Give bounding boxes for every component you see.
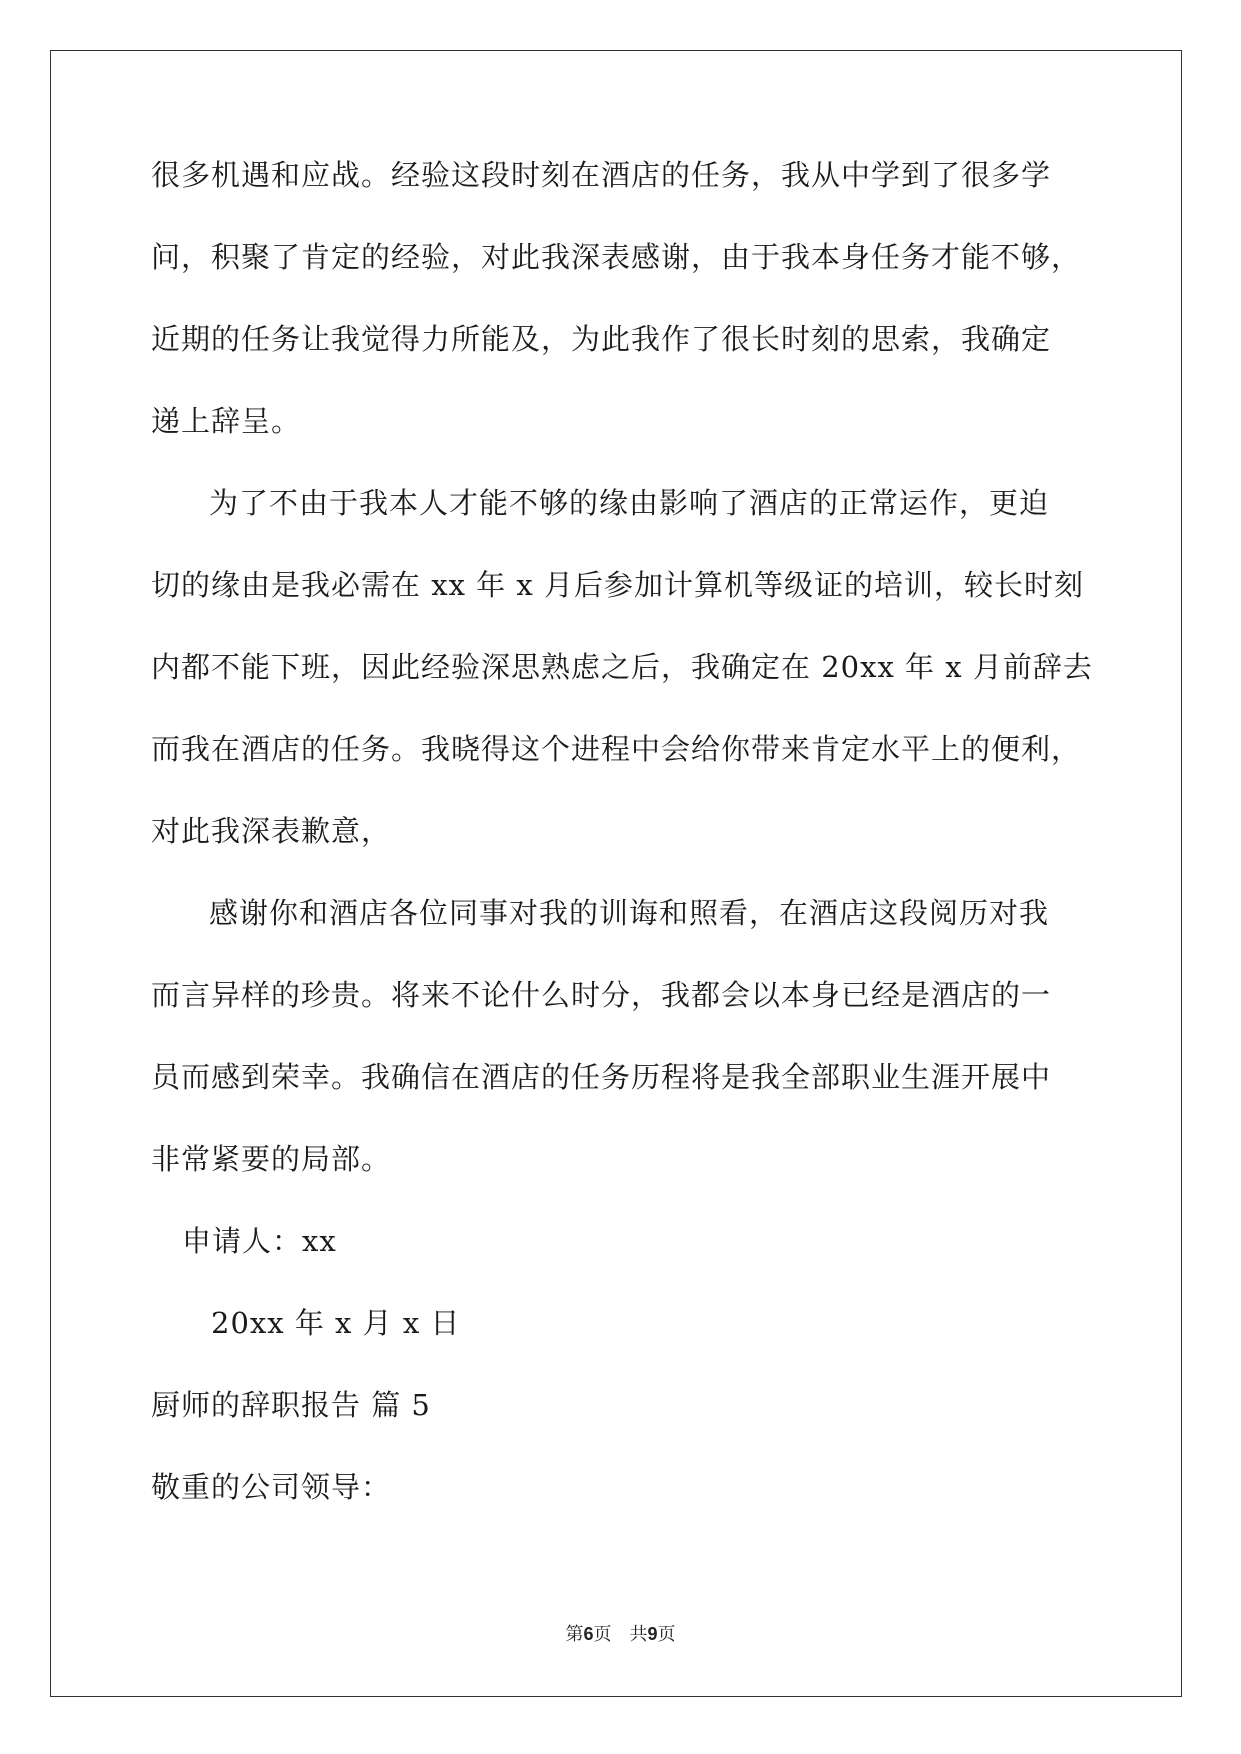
text-line: 近期的任务让我觉得力所能及，为此我作了很长时刻的思索，我确定 (151, 322, 1052, 356)
text-line: 感谢你和酒店各位同事对我的训诲和照看，在酒店这段阅历对我 (209, 896, 1050, 930)
text-line: 为了不由于我本人才能不够的缘由影响了酒店的正常运作，更迫 (209, 486, 1050, 520)
text-line: 问，积聚了肯定的经验，对此我深表感谢，由于我本身任务才能不够， (151, 240, 1082, 274)
section-heading: 厨师的辞职报告 篇 5 (151, 1388, 431, 1422)
text-line: 员而感到荣幸。我确信在酒店的任务历程将是我全部职业生涯开展中 (151, 1060, 1052, 1094)
footer-page-suffix: 页 (593, 1624, 612, 1645)
text-line: 递上辞呈。 (151, 404, 302, 438)
text-line: 内都不能下班，因此经验深思熟虑之后，我确定在 20xx 年 x 月前辞去 (151, 650, 1093, 684)
date-line: 20xx 年 x 月 x 日 (211, 1306, 461, 1340)
text-line: 而言异样的珍贵。将来不论什么时分，我都会以本身已经是酒店的一 (151, 978, 1052, 1012)
footer-page-prefix: 第 (565, 1624, 584, 1645)
footer-total-suffix: 页 (657, 1624, 676, 1645)
footer-total-prefix: 共 (629, 1624, 648, 1645)
document-body (151, 155, 1096, 1549)
text-line: 切的缘由是我必需在 xx 年 x 月后参加计算机等级证的培训，较长时刻 (151, 568, 1084, 602)
salutation: 敬重的公司领导： (151, 1470, 392, 1504)
footer-total-pages: 9 (647, 1624, 658, 1644)
page-footer (0, 1620, 1241, 1646)
applicant-line: 申请人：xx (182, 1224, 337, 1258)
footer-page-number: 6 (583, 1624, 594, 1644)
text-line: 很多机遇和应战。经验这段时刻在酒店的任务，我从中学到了很多学 (151, 158, 1052, 192)
text-line: 而我在酒店的任务。我晓得这个进程中会给你带来肯定水平上的便利， (151, 732, 1082, 766)
text-line: 非常紧要的局部。 (151, 1142, 392, 1176)
text-line: 对此我深表歉意， (151, 814, 392, 848)
